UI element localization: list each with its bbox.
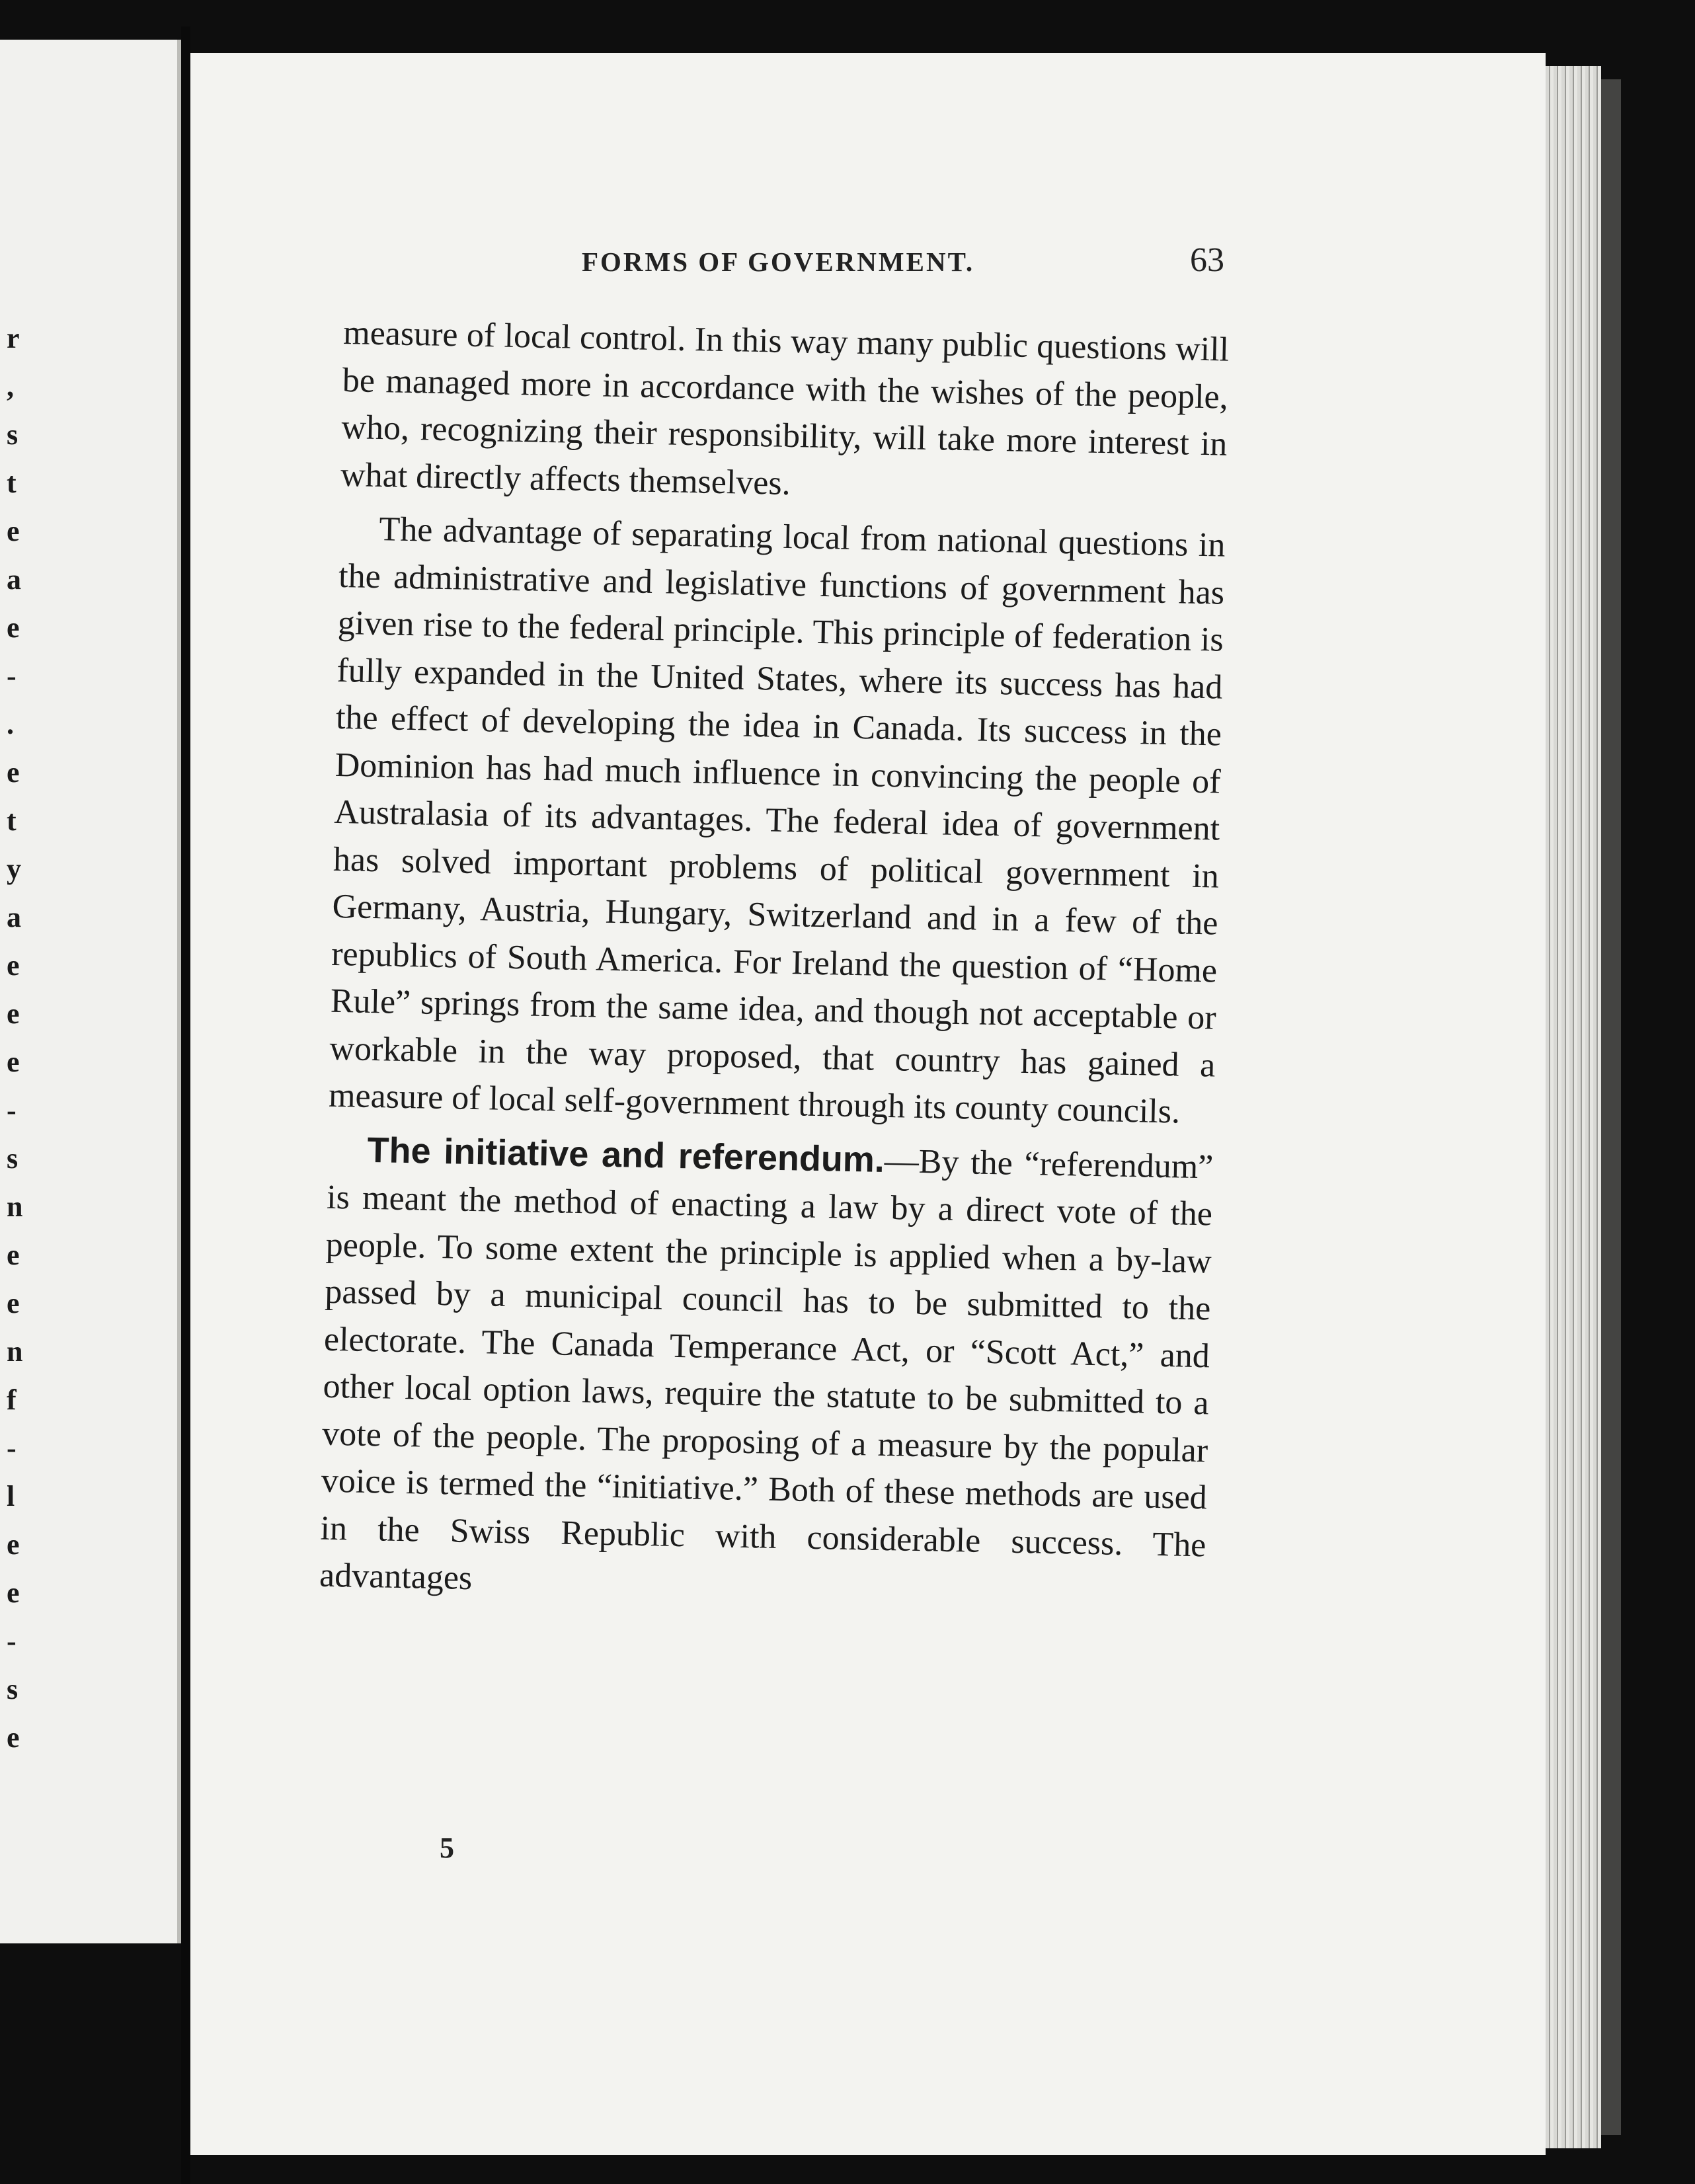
paragraph-1: measure of local control. In this way many public questions will be managed more in accordance with the wishes of the people, who, recognizing their responsibility, will take more interest in what directly affects themselves. [340,313,1230,502]
fragment-char: f [7,1384,17,1416]
fragment-char: l [7,1480,15,1512]
facing-page-fragment [0,40,181,1943]
fragment-char: e [7,997,20,1030]
fragment-char: n [7,1335,23,1368]
fragment-char: - [7,1625,17,1657]
fragment-char: t [7,804,17,837]
fragment-char: s [7,1142,19,1175]
fragment-char: t [7,467,17,499]
fragment-char: e [7,515,20,547]
fragment-char: a [7,563,21,596]
fragment-char: e [7,611,20,644]
cover-edge [1601,79,1621,2135]
fragment-char: s [7,1673,19,1705]
body-text [319,309,1230,1616]
fragment-char: e [7,756,20,789]
fragment-char: - [7,1094,17,1126]
signature-mark: 5 [440,1832,454,1864]
running-head: FORMS OF GOVERNMENT. [582,247,975,277]
fragment-char: , [7,370,14,403]
page-edges [1546,66,1601,2148]
fragment-char: . [7,708,14,740]
paragraph-2: The advantage of separating local from national questions in the administrative and legislative functions of government has given rise to the federal principle. This principle of federation is fully expanded in the United States, where its success has had the effect of developing the idea in Canada. Its success in the Dominion has had much influence in convincing the people of Australasia of its advantages. The federal idea of government has solved important problems of political government in Germany, Austria, Hungary, Switzerland and in a few of the republics of South America. For Ireland the question of “Home Rule” springs from the same idea, and though not acceptable or workable in the way proposed, that country has gained a measure of local self-government through its county councils. [328,510,1226,1131]
fragment-char: s [7,418,19,451]
fragment-char: r [7,322,20,354]
fragment-char: e [7,1528,20,1561]
fragment-char: e [7,1046,20,1078]
paragraph-3-text: —By the “referendum” is meant the method of enacting a law by a direct vote of the people. To some extent the principle is applied when a by-law passed by a municipal council has to be submitted to the electorate. The Canada Temperance Act, or “Scott Act,” and other local option laws, require the statute to be submitted to a vote of the people. The proposing of a measure by the popular voice is termed the “initiative.” Both of these methods are used in the Swiss Republic with considerable success. The advantages [319,1142,1214,1598]
fragment-char: n [7,1190,23,1223]
page-number: 63 [1190,241,1224,279]
fragment-char: e [7,949,20,982]
fragment-char: y [7,853,21,885]
fragment-char: - [7,660,17,692]
fragment-char: e [7,1239,20,1271]
paragraph-3 [319,1126,1214,1616]
fragment-char: e [7,1721,20,1754]
fragment-char: - [7,1432,17,1464]
book-gutter [181,26,190,2184]
section-heading: The initiative and referendum. [367,1130,885,1180]
fragment-char: a [7,901,21,933]
fragment-char: e [7,1577,20,1609]
fragment-char: e [7,1287,20,1319]
